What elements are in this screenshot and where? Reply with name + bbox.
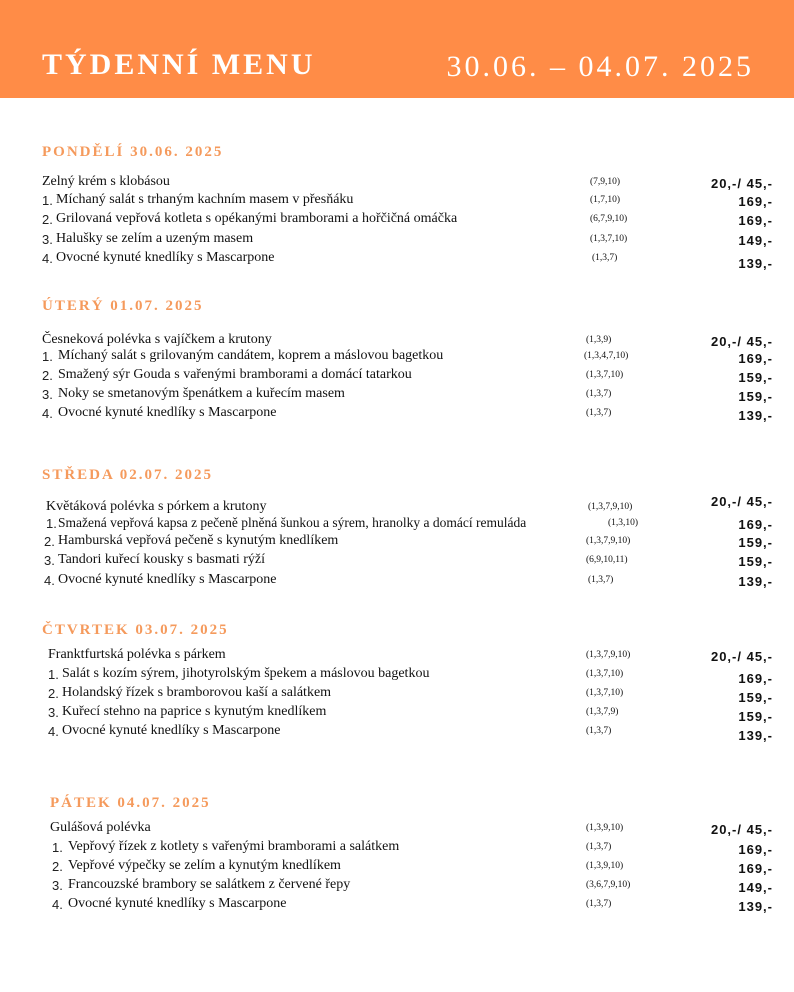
item-number: 2. <box>42 212 53 227</box>
item-name: Smažený sýr Gouda s vařenými bramborami a domácí tatarkou <box>58 367 412 382</box>
item-price: 169,- <box>738 861 773 876</box>
item-number: 2. <box>52 859 63 874</box>
item-allergens: (7,9,10) <box>590 177 621 187</box>
item-name: Česneková polévka s vajíčkem a krutony <box>42 332 272 347</box>
item-number: 1. <box>42 193 53 208</box>
item-allergens: (1,3,7) <box>586 842 612 852</box>
item-price: 159,- <box>738 389 773 404</box>
item-number: 3. <box>42 232 53 247</box>
item-name: Ovocné kynuté knedlíky s Mascarpone <box>58 405 277 420</box>
menu-item <box>0 666 794 685</box>
item-allergens: (1,3,7,9,10) <box>586 536 631 546</box>
item-allergens: (1,3,7,9,10) <box>586 650 631 660</box>
item-allergens: (1,3,7) <box>588 575 614 585</box>
item-number: 3. <box>44 553 55 568</box>
item-name: Vepřové výpečky se zelím a kynutým knedlíkem <box>68 858 341 873</box>
menu-item <box>0 572 794 591</box>
item-number: 2. <box>44 534 55 549</box>
item-allergens: (1,3,7,10) <box>586 370 624 380</box>
menu-item <box>0 896 794 915</box>
item-allergens: (1,3,10) <box>608 518 639 528</box>
menu-item <box>0 211 794 230</box>
header-banner <box>0 0 794 98</box>
item-price: 20,-/ 45,- <box>710 334 773 349</box>
item-price: 169,- <box>738 194 773 209</box>
menu-item <box>0 858 794 877</box>
day-title: PÁTEK 04.07. 2025 <box>50 795 211 811</box>
page-title: TÝDENNÍ MENU <box>42 48 316 81</box>
item-price: 20,-/ 45,- <box>710 494 773 509</box>
menu-item <box>0 348 794 367</box>
item-price: 169,- <box>738 671 773 686</box>
item-number: 1. <box>42 349 53 364</box>
item-name: Vepřový řízek z kotlety s vařenými bramborami a salátkem <box>68 839 400 854</box>
item-name: Gulášová polévka <box>50 820 151 835</box>
item-number: 1. <box>46 516 57 531</box>
item-number: 2. <box>42 368 53 383</box>
item-allergens: (1,3,7,10) <box>590 234 628 244</box>
item-allergens: (1,3,9) <box>586 335 612 345</box>
menu-item <box>0 877 794 896</box>
day-title: PONDĚLÍ 30.06. 2025 <box>42 144 224 160</box>
item-allergens: (1,3,7) <box>586 726 612 736</box>
item-number: 3. <box>52 878 63 893</box>
item-allergens: (6,7,9,10) <box>590 214 628 224</box>
menu-item <box>0 192 794 211</box>
item-name: Halušky se zelím a uzeným masem <box>56 231 254 246</box>
item-price: 169,- <box>738 517 773 532</box>
item-price: 20,-/ 45,- <box>710 822 773 837</box>
item-allergens: (3,6,7,9,10) <box>586 880 631 890</box>
menu-item <box>0 250 794 269</box>
item-number: 4. <box>44 573 55 588</box>
item-price: 159,- <box>738 709 773 724</box>
item-number: 4. <box>42 406 53 421</box>
item-price: 139,- <box>738 574 773 589</box>
item-name: Hamburská vepřová pečeně s kynutým knedlíkem <box>58 533 339 548</box>
item-name: Smažená vepřová kapsa z pečeně plněná šunkou a sýrem, hranolky a domácí remuláda <box>58 515 527 530</box>
day-title: STŘEDA 02.07. 2025 <box>42 467 214 483</box>
item-allergens: (1,3,7) <box>592 253 618 263</box>
item-allergens: (1,7,10) <box>590 195 621 205</box>
item-price: 20,-/ 45,- <box>710 649 773 664</box>
date-range: 30.06. – 04.07. 2025 <box>446 50 754 83</box>
item-allergens: (1,3,9,10) <box>586 823 624 833</box>
item-name: Květáková polévka s pórkem a krutony <box>46 499 267 514</box>
menu-item <box>0 386 794 405</box>
item-allergens: (6,9,10,11) <box>586 555 628 565</box>
item-name: Noky se smetanovým špenátkem a kuřecím masem <box>58 386 345 401</box>
item-price: 139,- <box>738 408 773 423</box>
item-number: 4. <box>42 251 53 266</box>
day-title: ČTVRTEK 03.07. 2025 <box>42 622 229 638</box>
item-price: 169,- <box>738 213 773 228</box>
item-number: 1. <box>52 840 63 855</box>
item-price: 159,- <box>738 370 773 385</box>
item-name: Zelný krém s klobásou <box>42 174 170 189</box>
item-name: Grilovaná vepřová kotleta s opékanými bramborami a hořčičná omáčka <box>56 211 458 226</box>
item-name: Ovocné kynuté knedlíky s Mascarpone <box>58 572 277 587</box>
item-price: 159,- <box>738 690 773 705</box>
item-allergens: (1,3,7,9) <box>586 707 619 717</box>
day-title: ÚTERÝ 01.07. 2025 <box>42 298 204 314</box>
item-allergens: (1,3,7,10) <box>586 688 624 698</box>
item-number: 4. <box>48 724 59 739</box>
item-price: 20,-/ 45,- <box>710 176 773 191</box>
item-allergens: (1,3,7) <box>586 389 612 399</box>
menu-item <box>0 515 794 534</box>
item-number: 1. <box>48 667 59 682</box>
item-name: Franktfurtská polévka s párkem <box>48 647 226 662</box>
item-allergens: (1,3,9,10) <box>586 861 624 871</box>
menu-item-soup <box>0 174 794 193</box>
item-number: 2. <box>48 686 59 701</box>
menu-item <box>0 839 794 858</box>
item-allergens: (1,3,7,9,10) <box>588 502 633 512</box>
menu-item <box>0 552 794 571</box>
item-name: Tandori kuřecí kousky s basmati rýží <box>58 552 266 567</box>
item-allergens: (1,3,4,7,10) <box>584 351 629 361</box>
item-allergens: (1,3,7) <box>586 408 612 418</box>
item-number: 3. <box>42 387 53 402</box>
item-number: 3. <box>48 705 59 720</box>
item-name: Ovocné kynuté knedlíky s Mascarpone <box>68 896 287 911</box>
item-price: 149,- <box>738 880 773 895</box>
menu-item <box>0 723 794 742</box>
item-name: Francouzské brambory se salátkem z červené řepy <box>68 877 351 892</box>
item-number: 4. <box>52 897 63 912</box>
item-price: 159,- <box>738 554 773 569</box>
menu-item <box>0 405 794 424</box>
item-allergens: (1,3,7) <box>586 899 612 909</box>
item-name: Míchaný salát s grilovaným candátem, koprem a máslovou bagetkou <box>58 348 444 363</box>
menu-item-soup <box>0 647 794 666</box>
item-name: Ovocné kynuté knedlíky s Mascarpone <box>62 723 281 738</box>
item-price: 139,- <box>738 899 773 914</box>
item-name: Kuřecí stehno na paprice s kynutým knedlíkem <box>62 704 327 719</box>
item-name: Míchaný salát s trhaným kachním masem v přesňáku <box>56 192 354 207</box>
item-price: 159,- <box>738 535 773 550</box>
menu-item <box>0 231 794 250</box>
item-allergens: (1,3,7,10) <box>586 669 624 679</box>
item-name: Salát s kozím sýrem, jihotyrolským špekem a máslovou bagetkou <box>62 666 430 681</box>
item-price: 169,- <box>738 842 773 857</box>
menu-item-soup <box>0 820 794 839</box>
menu-item <box>0 367 794 386</box>
menu-item <box>0 533 794 552</box>
item-name: Holandský řízek s bramborovou kaší a salátkem <box>62 685 332 700</box>
menu-item <box>0 704 794 723</box>
item-name: Ovocné kynuté knedlíky s Mascarpone <box>56 250 275 265</box>
item-price: 169,- <box>738 351 773 366</box>
item-price: 139,- <box>738 256 773 271</box>
item-price: 149,- <box>738 233 773 248</box>
menu-item <box>0 685 794 704</box>
item-price: 139,- <box>738 728 773 743</box>
